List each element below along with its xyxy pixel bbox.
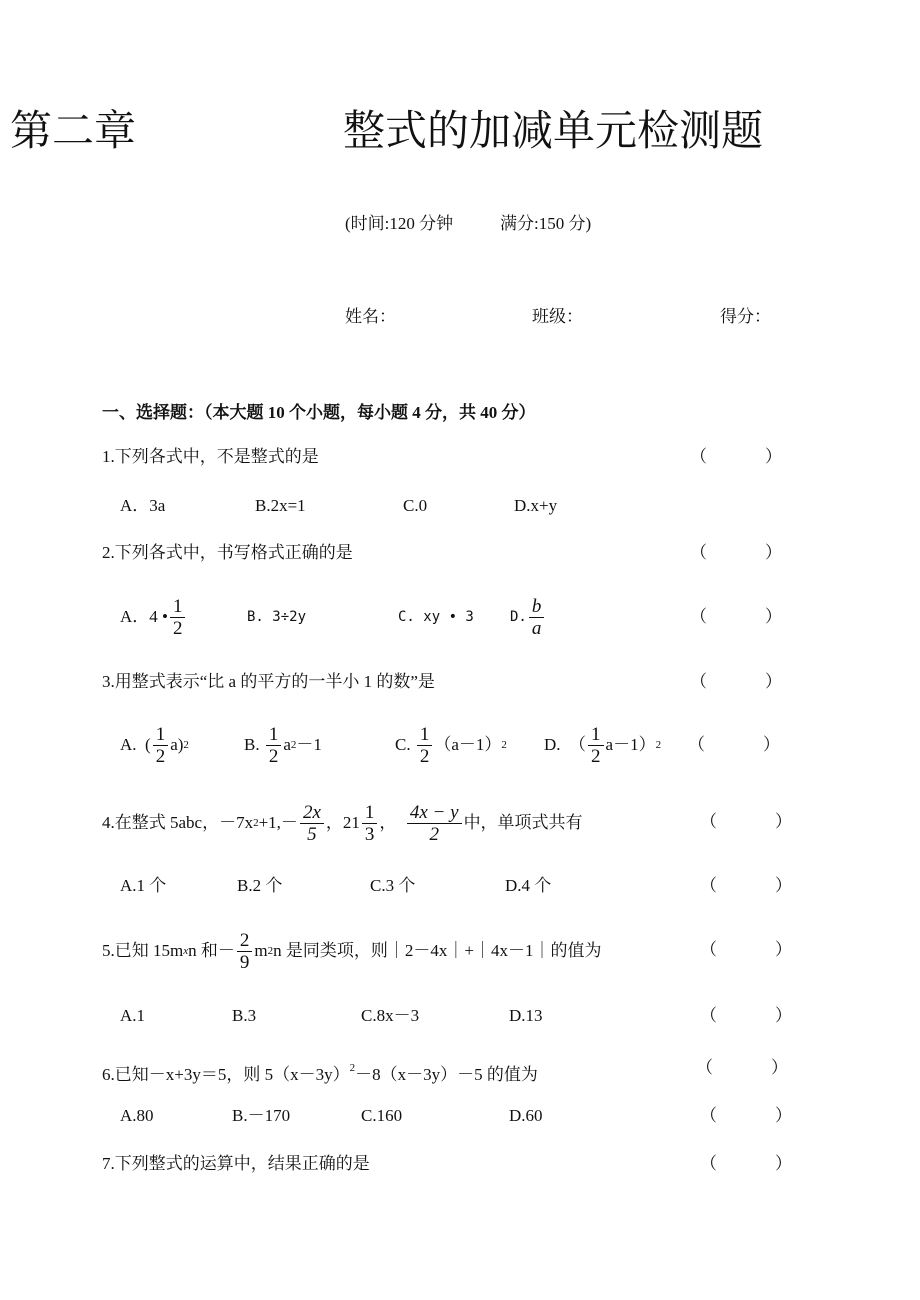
q3-option-d: D. （ $\frac{1}{2}$ a－1） 2 [544, 723, 662, 767]
q1-option-c: C.0 [403, 496, 428, 515]
page-title: 整式的加减单元检测题 [343, 106, 764, 155]
fraction: $\frac{1}{2}$ [588, 724, 604, 767]
question-5: 5.已知 15m x n 和－ $\frac{2}{9}$ m 2 n 是同类项，则｜2－4x｜+｜4x－1｜的值为 [102, 929, 602, 973]
q2-option-c: C. xy • 3 [398, 609, 474, 625]
q1-option-d: D.x+y [514, 496, 558, 515]
section-heading: 一、选择题：（本大题 10 个小题，每小题 4 分，共 40 分） [102, 403, 536, 422]
q2-option-b: B. 3÷2y [247, 609, 307, 625]
answer-bracket-5: （ ） [700, 940, 792, 959]
fraction: $\frac{4x - y}{2}$ [407, 802, 462, 845]
fraction: $\frac{1}{3}$ [362, 802, 378, 845]
question-4: 4.在整式 5abc，－7x 2 +1,－ $\frac{2x}{5}$ ，21 $\frac{1}{3}$ ， $\frac{4x - y}{2}$ 中，单项式共有 [102, 801, 583, 845]
q6-option-c: C.160 [361, 1106, 403, 1125]
time-info: (时间:120 分钟 [345, 214, 454, 233]
answer-bracket-5b: （ ） [700, 1006, 792, 1025]
answer-bracket-3b: （ ） [688, 735, 780, 754]
q4-option-b: B.2 个 [237, 876, 283, 895]
fraction: $\frac{1}{2}$ [266, 724, 282, 767]
q4-option-a: A.1 个 [120, 876, 167, 895]
answer-bracket-6: （ ） [696, 1058, 788, 1077]
answer-bracket-4b: （ ） [700, 876, 792, 895]
answer-bracket-4: （ ） [700, 812, 792, 831]
chapter-label: 第二章 [10, 106, 137, 155]
name-label: 姓名： [345, 307, 396, 326]
class-label: 班级： [532, 307, 583, 326]
answer-bracket-3: （ ） [690, 672, 782, 691]
q1-option-b: B.2x=1 [255, 496, 306, 515]
q6-option-b: B.－170 [232, 1106, 291, 1125]
question-2: 2.下列各式中，书写格式正确的是 [102, 543, 353, 562]
score-label: 得分： [720, 307, 771, 326]
q2-option-d: D. $\frac{b}{a}$ [510, 594, 546, 640]
q5-option-a: A.1 [120, 1006, 146, 1025]
score-info: 满分:150 分) [500, 214, 592, 233]
fraction: $\frac{b}{a}$ [529, 596, 545, 639]
q3-option-b: B. $\frac{1}{2}$ a 2 －1 [244, 723, 322, 767]
q6-option-a: A.80 [120, 1106, 154, 1125]
question-1: 1.下列各式中，不是整式的是 [102, 447, 319, 466]
q4-option-d: D.4 个 [505, 876, 552, 895]
q5-option-c: C.8x－3 [361, 1006, 420, 1025]
answer-bracket-7: （ ） [700, 1154, 792, 1173]
fraction: $\frac{2x}{5}$ [300, 802, 324, 845]
q4-option-c: C.3 个 [370, 876, 416, 895]
q5-option-b: B.3 [232, 1006, 257, 1025]
q1-option-a: A．3a [120, 496, 166, 515]
question-6: 6.已知－x+3y＝5，则 $5(x-3y)^2-8(x-3y)-5$ 的值为 [102, 1062, 538, 1084]
answer-bracket-6b: （ ） [700, 1106, 792, 1125]
answer-bracket-1: （ ） [690, 447, 782, 466]
fraction: $\frac{1}{2}$ [170, 596, 186, 639]
fraction: $\frac{1}{2}$ [153, 724, 169, 767]
question-3: 3.用整式表示“比 a 的平方的一半小 1 的数”是 [102, 672, 435, 691]
q3-option-a: A. ( $\frac{1}{2}$ a) 2 [120, 723, 189, 767]
q2-option-a: A．4 • $\frac{1}{2}$ [120, 594, 187, 640]
q5-option-d: D.13 [509, 1006, 543, 1025]
q6-option-d: D.60 [509, 1106, 543, 1125]
question-7: 7.下列整式的运算中，结果正确的是 [102, 1154, 370, 1173]
fraction: $\frac{2}{9}$ [237, 930, 253, 973]
fraction: $\frac{1}{2}$ [417, 724, 433, 767]
q3-option-c: C. $\frac{1}{2}$ （a－1） 2 [395, 723, 507, 767]
answer-bracket-2: （ ） [690, 543, 782, 562]
answer-bracket-2b: （ ） [690, 607, 782, 626]
